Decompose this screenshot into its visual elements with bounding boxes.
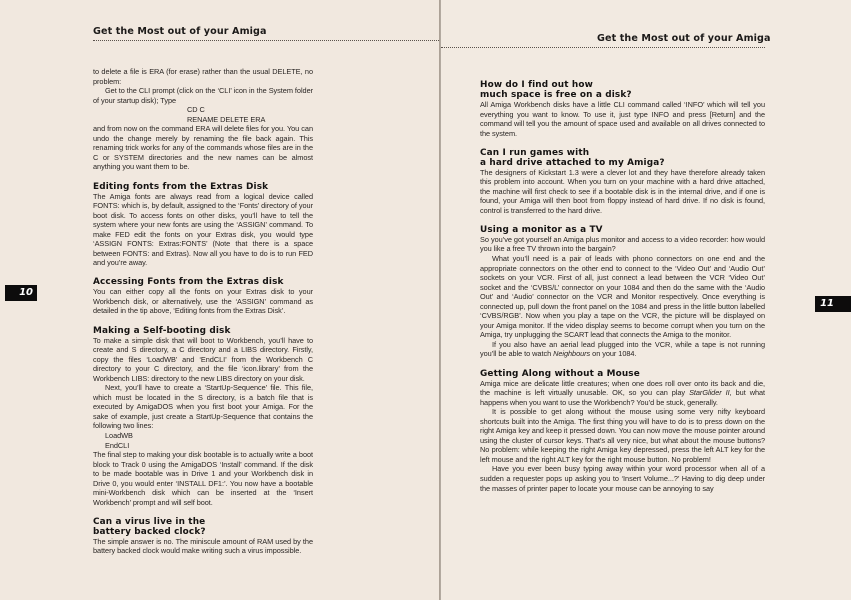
italic-title: StarGlider II (689, 388, 730, 398)
section-heading-line-2: much space is free on a disk? (480, 90, 632, 100)
right-column-content (480, 80, 765, 493)
code-line: CD C (187, 105, 205, 115)
section-paragraph: The final step to making your disk bootable is to actually write a boot block to Track 0 using the AmigaDOS ‘Install’ command. If the disk to be made bootable was in Drive 1 and your Workbench disk in Drive 0, you would enter ‘INSTALL DF1:’. You now have a bootable mini-Workbench disk which can be inserted at the ‘Insert Workbench’ prompt and will self boot. (93, 450, 313, 507)
section-heading-line-2: battery backed clock? (93, 526, 206, 537)
italic-title: Neighbours (553, 349, 591, 359)
text-run: on your 1084. (590, 349, 637, 359)
book-spine (439, 0, 441, 600)
section-body: You can either copy all the fonts on your Extras disk to your Workbench disk, or alternatively, use the ‘ASSIGN’ command as detailed in the tip above, ‘Editing fonts from the Extras Disk’. (93, 287, 313, 316)
intro-paragraph-3: and from now on the command ERA will delete files for you. You can undo the change merely by renaming the file back again. This renaming trick works for any of the commands whose files are in the C or SYSTEM directories and the new names can be almost anything you want them to be. (93, 124, 313, 172)
section-heading-line-2: a hard drive attached to my Amiga? (480, 157, 665, 168)
section-heading: Getting Along without a Mouse (480, 368, 640, 379)
section-heading: Making a Self-booting disk (93, 325, 231, 336)
text-run: Amiga mice are delicate little creatures; when one does roll over onto its back and die, the machine is left virtually unusable. OK, so you can play (480, 378, 765, 398)
section-paragraph: What you’ll need is a pair of leads with phono connectors on one end and the appropriate connectors on the other end to connect to the ‘Video Out’ and ‘Audio Out’ sockets on your VCR. First of all, just connect a lead between the VCR ‘Video Out’ socket and the ‘CVBS/L’ connector on your 1084 and then do the same with the ‘Audio Out’ and ‘Audio’ connector on the VCR and Monitor respectively. Once everything is connected up, pull down the front panel on the 1084 and press in the little button labelled ‘CVBS/RGB’. Now when you play a tape on the VCR, the picture will be displayed on your Amiga monitor. If the video display seems to become corrupt when you turn on the Amiga, try unplugging the SCART lead that connects the Amiga to the monitor. (480, 254, 765, 340)
section-body: The designers of Kickstart 1.3 were a clever lot and they have therefore already taken this problem into account. When you turn on your machine with a hard drive attached, the machine will first check to see if a bootable disk is in the internal drive, and if one is found, your Amiga will then boot from floppy instead of hard drive. If no disk is found, control is transferred to the hard drive. (480, 167, 765, 215)
page-number-tab-left: 10 (5, 285, 37, 301)
section-paragraph: To make a simple disk that will boot to Workbench, you’ll have to create and S directory, a C directory and a LIBS directory. Firstly, copy the files ‘LoadWB’ and ‘EndCLI’ from the Workbench C directory to your C directory, and the file ‘icon.library’ from the Workbench LIBS: directory to the new LIBS directory on your disk. (93, 335, 313, 383)
intro-paragraph-2: Get to the CLI prompt (click on the ‘CLI’ icon in the System folder of your startup disk); Type (93, 86, 313, 105)
section-paragraph: Have you ever been busy typing away within your word processor when all of a sudden a requester pops up asking you to ‘Insert Volume...?’ Having to dig deep under the masses of printer paper to locate your mouse can be annoying to say (480, 464, 765, 493)
section-paragraph (480, 340, 765, 359)
left-running-head: Get the Most out of your Amiga (93, 26, 267, 37)
section-paragraph (480, 379, 765, 408)
section-heading-line-1: Can I run games with (480, 147, 590, 158)
section-paragraph: So you’ve got yourself an Amiga plus monitor and access to a video recorder: how would you like a free TV thrown into the bargain? (480, 234, 765, 254)
section-heading: Editing fonts from the Extras Disk (93, 181, 269, 192)
section-heading-line-1: Can a virus live in the (93, 516, 206, 527)
section-heading-line-1: How do I find out how (480, 80, 593, 90)
right-running-head: Get the Most out of your Amiga (597, 33, 771, 44)
section-body: The simple answer is no. The miniscule amount of RAM used by the battery backed clock would make writing such a virus impossible. (93, 536, 313, 556)
text-run: If you also have an aerial lead plugged into the VCR, while a tape is not running you’ll be able to watch (480, 339, 765, 359)
right-header-rule (441, 47, 765, 48)
section-body: The Amiga fonts are always read from a logical device called FONTS: which is, by default, assigned to the ‘Fonts’ directory of your boot disk. To access fonts on other disks, you’ll have to tell the system where your new fonts are using the ‘ASSIGN’ command. To make FED edit the fonts on your Extras disk, you would type ‘ASSIGN FONTS: Extras:FONTS’ (Note that there is a space between FONTS: and Extras). Now all you have to do is to run FED and you’re away. (93, 191, 313, 268)
left-column-content (93, 67, 313, 556)
page-number-tab-right: 11 (815, 296, 851, 312)
section-paragraph: Next, you’ll have to create a ‘StartUp-Sequence’ file. This file, which must be located in the S directory, is a batch file that is executed by AmigaDOS when you first boot your Amiga. For the sake of example, just create a StartUp-Sequence that contains the following two lines: (93, 383, 313, 431)
text-run: , but what happens when you want to use the Workbench? You’d be stuck, generally. (480, 388, 766, 407)
section-paragraph: It is possible to get along without the mouse using some very nifty keyboard shortcuts built into the Amiga. The first thing you will have to do is to press down on the right Amiga key and keep it pressed down. You can now move the mouse pointer around using the cluster of cursor keys. That’s all very nice, but what about the mouse buttons? No problem: while keeping the right Amiga key depressed, press the left ALT key for the left mouse and the right ALT key for the right mouse button. No problem! (480, 407, 765, 464)
code-line: LoadWB (105, 431, 133, 440)
intro-paragraph-1: to delete a file is ERA (for erase) rather than the usual DELETE, no problem: (93, 67, 313, 86)
code-line: RENAME DELETE ERA (187, 114, 266, 124)
section-heading: Accessing Fonts from the Extras disk (93, 277, 284, 288)
section-body: All Amiga Workbench disks have a little CLI command called ‘INFO’ which will tell you everything you want to know. To use it, just type INFO and press [Return] and the command will tell you the amount of space used and available on all drives connected to the system. (480, 100, 765, 138)
left-header-rule (93, 40, 439, 41)
section-heading: Using a monitor as a TV (480, 224, 603, 235)
code-line: EndCLI (105, 440, 130, 450)
